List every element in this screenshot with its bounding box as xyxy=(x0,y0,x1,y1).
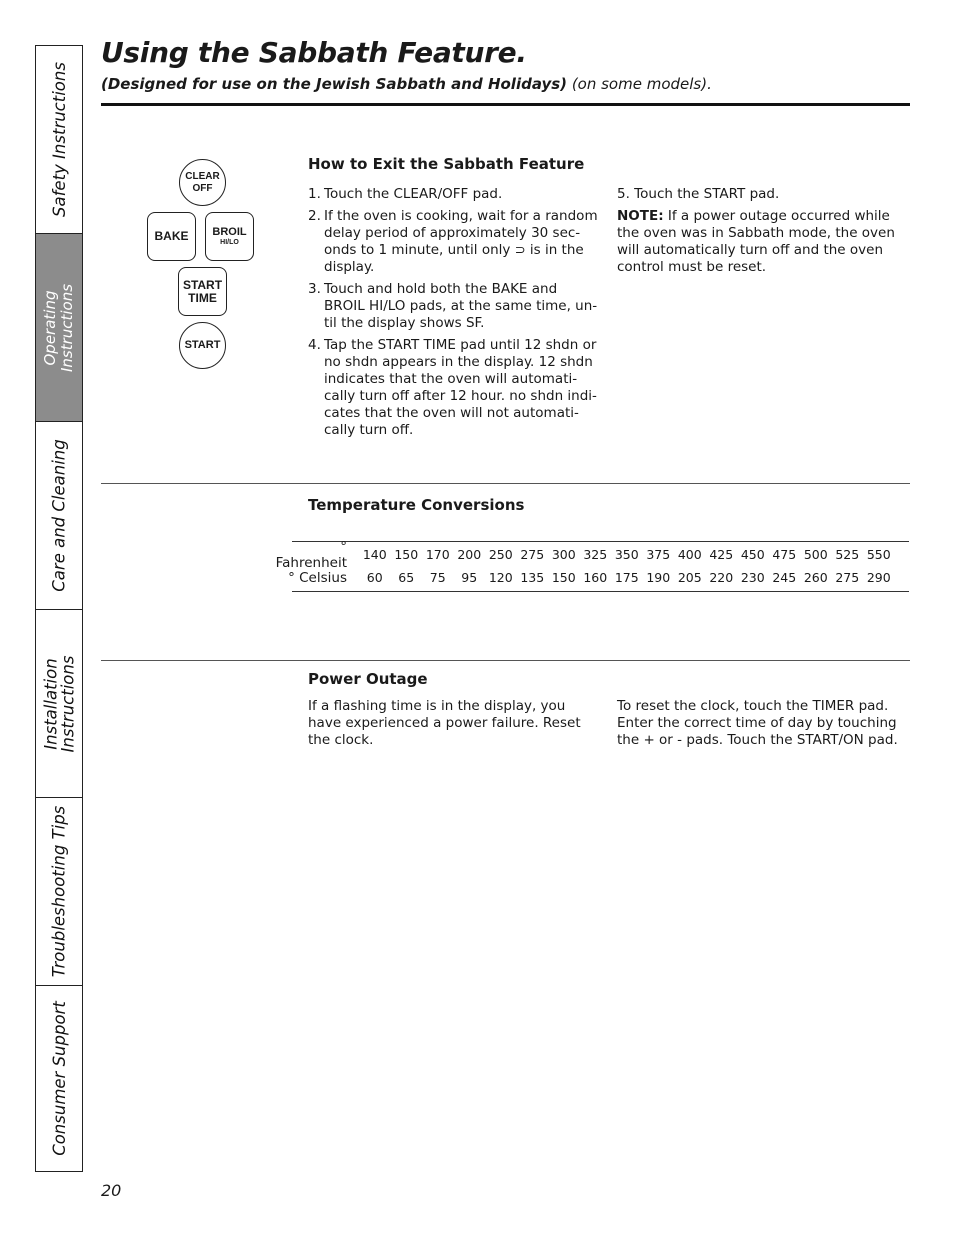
table-top-rule xyxy=(292,541,909,542)
exit-sabbath-heading: How to Exit the Sabbath Feature xyxy=(308,155,585,173)
tab-installation-instructions[interactable]: Installation Instructions xyxy=(36,610,82,798)
list-item: 4. Tap the START TIME pad until 12 shdn or no shdn appears in the display. 12 shdn indicates that the oven will automati-cally turn off after 12 hour. no shdn indi-cates that the oven will not automati-cally turn off. xyxy=(308,337,597,438)
table-cell: 450 xyxy=(740,547,765,562)
table-cell: 275 xyxy=(520,547,545,562)
table-cell: 135 xyxy=(520,570,545,585)
start-time-pad: START TIME xyxy=(178,267,227,316)
table-row xyxy=(273,538,909,571)
table-cell: 75 xyxy=(429,570,446,585)
fahrenheit-label: ° Fahrenheit xyxy=(275,538,347,571)
list-item: 2. If the oven is cooking, wait for a random delay period of approximately 30 sec-onds to 1 minute, until only ⊃ is in the display. xyxy=(308,208,598,275)
exit-right-column xyxy=(617,186,907,281)
table-bottom-rule xyxy=(292,591,909,592)
table-cell: 260 xyxy=(803,570,828,585)
table-row xyxy=(273,566,909,589)
tab-operating-instructions[interactable]: Operating Instructions xyxy=(36,234,82,422)
table-cell: 120 xyxy=(488,570,513,585)
tab-consumer-support[interactable]: Consumer Support xyxy=(36,986,82,1171)
table-cell: 200 xyxy=(457,547,482,562)
fahrenheit-values xyxy=(359,547,909,562)
list-item: 3. Touch and hold both the BAKE and BROIL HI/LO pads, at the same time, un-til the display shows SF. xyxy=(308,281,598,331)
table-cell: 95 xyxy=(461,570,478,585)
table-cell: 170 xyxy=(425,547,450,562)
table-cell: 500 xyxy=(803,547,828,562)
power-outage-heading: Power Outage xyxy=(308,670,428,688)
tab-troubleshooting-tips[interactable]: Troubleshooting Tips xyxy=(36,798,82,986)
power-outage-right: To reset the clock, touch the TIMER pad. Enter the correct time of day by touching the + or - pads. Touch the START/ON pad. xyxy=(617,698,898,748)
table-cell: 275 xyxy=(835,570,860,585)
temperature-table xyxy=(273,538,909,589)
list-item: 1. Touch the CLEAR/OFF pad. xyxy=(308,186,503,202)
page-title: Using the Sabbath Feature. xyxy=(101,36,527,69)
table-cell: 140 xyxy=(362,547,387,562)
table-cell: 400 xyxy=(677,547,702,562)
tab-care-and-cleaning[interactable]: Care and Cleaning xyxy=(36,422,82,610)
table-cell: 65 xyxy=(398,570,415,585)
bake-pad: BAKE xyxy=(147,212,196,261)
table-cell: 550 xyxy=(866,547,891,562)
temperature-heading: Temperature Conversions xyxy=(308,496,525,514)
table-cell: 325 xyxy=(583,547,608,562)
broil-hi-lo-pad: BROIL HI/LO xyxy=(205,212,254,261)
table-cell: 375 xyxy=(646,547,671,562)
display-symbol-icon: ⊃ xyxy=(514,243,526,258)
table-cell: 250 xyxy=(488,547,513,562)
section-divider xyxy=(101,483,910,484)
table-cell: 290 xyxy=(866,570,891,585)
exit-steps-list xyxy=(308,186,600,439)
table-cell: 205 xyxy=(677,570,702,585)
table-cell: 475 xyxy=(772,547,797,562)
table-cell: 60 xyxy=(366,570,383,585)
header-rule xyxy=(101,103,910,106)
table-cell: 245 xyxy=(772,570,797,585)
table-cell: 425 xyxy=(709,547,734,562)
power-outage-left: If a flashing time is in the display, you have experienced a power failure. Reset the clock. xyxy=(308,698,581,748)
table-cell: 175 xyxy=(614,570,639,585)
table-cell: 230 xyxy=(740,570,765,585)
table-cell: 150 xyxy=(551,570,576,585)
step-5: 5. Touch the START pad. xyxy=(617,186,780,202)
exit-steps-column xyxy=(308,186,600,444)
table-cell: 160 xyxy=(583,570,608,585)
table-cell: 300 xyxy=(551,547,576,562)
table-cell: 350 xyxy=(614,547,639,562)
table-cell: 190 xyxy=(646,570,671,585)
clear-off-pad: CLEAR OFF xyxy=(179,159,226,206)
tab-safety-instructions[interactable]: Safety Instructions xyxy=(36,46,82,234)
note-paragraph: NOTE: If a power outage occurred while the oven was in Sabbath mode, the oven will automatically turn off and the oven control must be reset. xyxy=(617,208,895,275)
table-cell: 525 xyxy=(835,547,860,562)
section-divider xyxy=(101,660,910,661)
section-tabs xyxy=(35,45,83,1172)
table-cell: 220 xyxy=(709,570,734,585)
table-cell: 150 xyxy=(394,547,419,562)
start-pad: START xyxy=(179,322,226,369)
page-subtitle: (Designed for use on the Jewish Sabbath and Holidays) (on some models). xyxy=(101,75,712,93)
celsius-label: ° Celsius xyxy=(288,569,347,586)
page-number: 20 xyxy=(101,1181,122,1200)
celsius-values xyxy=(359,570,909,585)
